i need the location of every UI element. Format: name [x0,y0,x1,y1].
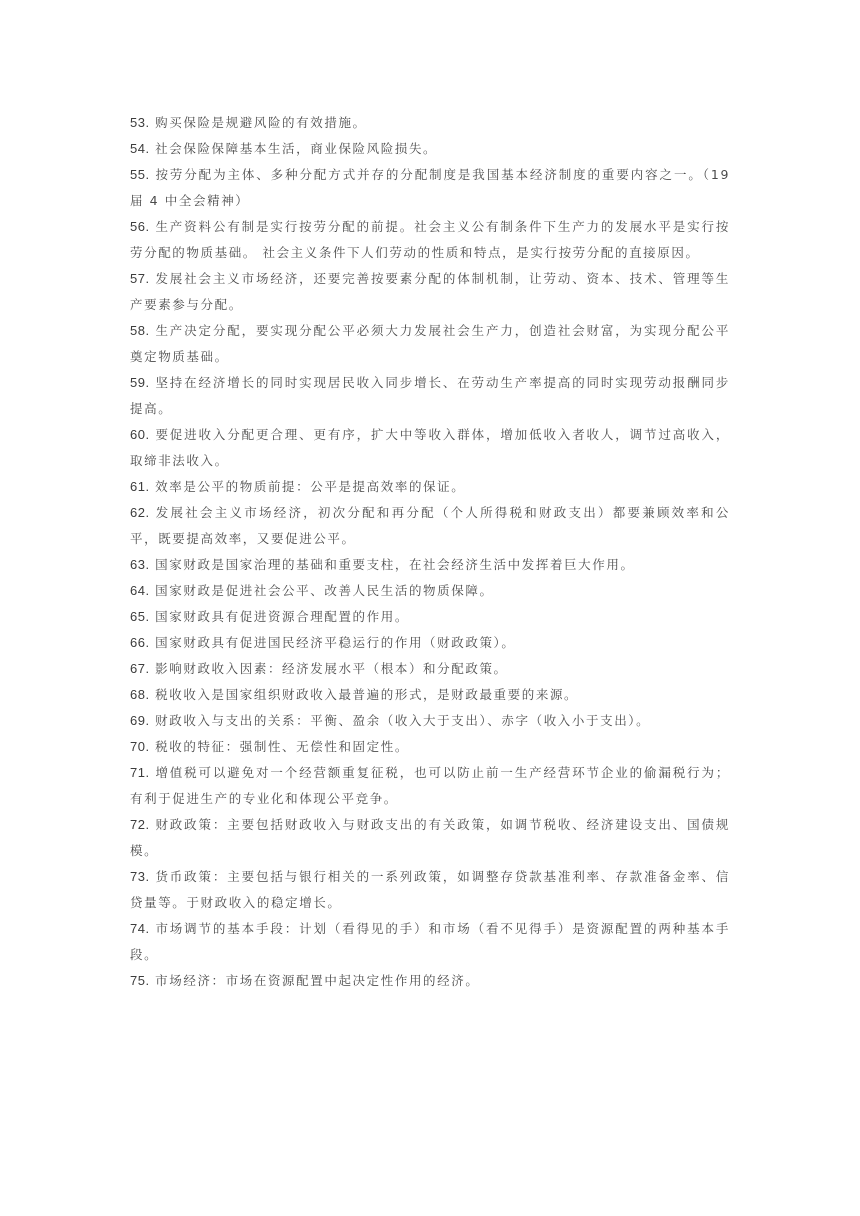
item-text: 税收的特征：强制性、无偿性和固定性。 [155,739,409,754]
item-number: 54. [130,141,150,156]
item-text: 发展社会主义市场经济，初次分配和再分配（个人所得税和财政支出）都要兼顾效率和公平，既要提高效率，又要促进公平。 [130,505,730,546]
item-text: 国家财政是国家治理的基础和重要支柱，在社会经济生活中发挥着巨大作用。 [155,557,635,572]
item-number: 73. [130,869,150,884]
item-text: 市场经济：市场在资源配置中起决定性作用的经济。 [155,973,480,988]
item-text: 货币政策：主要包括与银行相关的一系列政策，如调整存贷款基准利率、存款准备金率、信贷量等。于财政收入的稳定增长。 [130,869,730,910]
list-item [130,734,730,760]
list-item [130,474,730,500]
item-number: 63. [130,557,150,572]
item-number: 72. [130,817,150,832]
list-item [130,812,730,864]
list-item [130,552,730,578]
item-text: 增值税可以避免对一个经营额重复征税，也可以防止前一生产经营环节企业的偷漏税行为；有利于促进生产的专业化和体现公平竞争。 [130,765,730,806]
item-text: 市场调节的基本手段：计划（看得见的手）和市场（看不见得手）是资源配置的两种基本手段。 [130,921,730,962]
item-number: 58. [130,323,150,338]
item-text: 国家财政是促进社会公平、改善人民生活的物质保障。 [155,583,494,598]
item-text: 财政收入与支出的关系：平衡、盈余（收入大于支出）、赤字（收入小于支出）。 [155,713,651,728]
item-number: 68. [130,687,150,702]
item-text: 影响财政收入因素：经济发展水平（根本）和分配政策。 [155,661,508,676]
list-item [130,578,730,604]
item-text: 税收收入是国家组织财政收入最普遍的形式，是财政最重要的来源。 [155,687,579,702]
item-number: 67. [130,661,150,676]
list-item [130,656,730,682]
item-number: 65. [130,609,150,624]
item-text: 要促进收入分配更合理、更有序，扩大中等收入群体，增加低收入者收人，调节过高收入，取缔非法收入。 [130,427,730,468]
item-number: 69. [130,713,150,728]
item-text: 生产资料公有制是实行按劳分配的前提。社会主义公有制条件下生产力的发展水平是实行按劳分配的物质基础。 社会主义条件下人们劳动的性质和特点，是实行按劳分配的直接原因。 [130,219,730,260]
item-number: 61. [130,479,150,494]
list-item [130,708,730,734]
item-text: 坚持在经济增长的同时实现居民收入同步增长、在劳动生产率提高的同时实现劳动报酬同步提高。 [130,375,730,416]
item-text: 按劳分配为主体、多种分配方式并存的分配制度是我国基本经济制度的重要内容之一。（19 届 4 中全会精神） [130,167,731,208]
item-text: 国家财政具有促进国民经济平稳运行的作用（财政政策）。 [155,635,516,650]
list-item [130,864,730,916]
list-item [130,422,730,474]
list-item [130,110,730,136]
list-item [130,500,730,552]
list-item [130,916,730,968]
item-number: 55. [130,167,150,182]
list-item [130,318,730,370]
item-number: 66. [130,635,150,650]
item-text: 购买保险是规避风险的有效措施。 [155,115,367,130]
list-item [130,968,730,994]
item-number: 62. [130,505,150,520]
list-item [130,604,730,630]
list-item [130,266,730,318]
item-text: 财政政策：主要包括财政收入与财政支出的有关政策，如调节税收、经济建设支出、国债规模。 [130,817,730,858]
item-text: 社会保险保障基本生活，商业保险风险损失。 [155,141,438,156]
item-number: 71. [130,765,150,780]
item-number: 64. [130,583,150,598]
item-number: 57. [130,271,150,286]
item-number: 56. [130,219,150,234]
list-item [130,162,730,214]
list-item [130,760,730,812]
item-number: 59. [130,375,150,390]
item-number: 74. [130,921,150,936]
item-number: 60. [130,427,150,442]
item-number: 75. [130,973,150,988]
list-item [130,136,730,162]
list-item [130,370,730,422]
item-text: 效率是公平的物质前提：公平是提高效率的保证。 [155,479,466,494]
document-page [130,110,730,994]
item-text: 生产决定分配，要实现分配公平必须大力发展社会生产力，创造社会财富，为实现分配公平奠定物质基础。 [130,323,730,364]
list-item [130,214,730,266]
item-number: 70. [130,739,150,754]
item-number: 53. [130,115,150,130]
list-item [130,682,730,708]
item-text: 国家财政具有促进资源合理配置的作用。 [155,609,409,624]
list-item [130,630,730,656]
item-text: 发展社会主义市场经济，还要完善按要素分配的体制机制，让劳动、资本、技术、管理等生产要素参与分配。 [130,271,730,312]
